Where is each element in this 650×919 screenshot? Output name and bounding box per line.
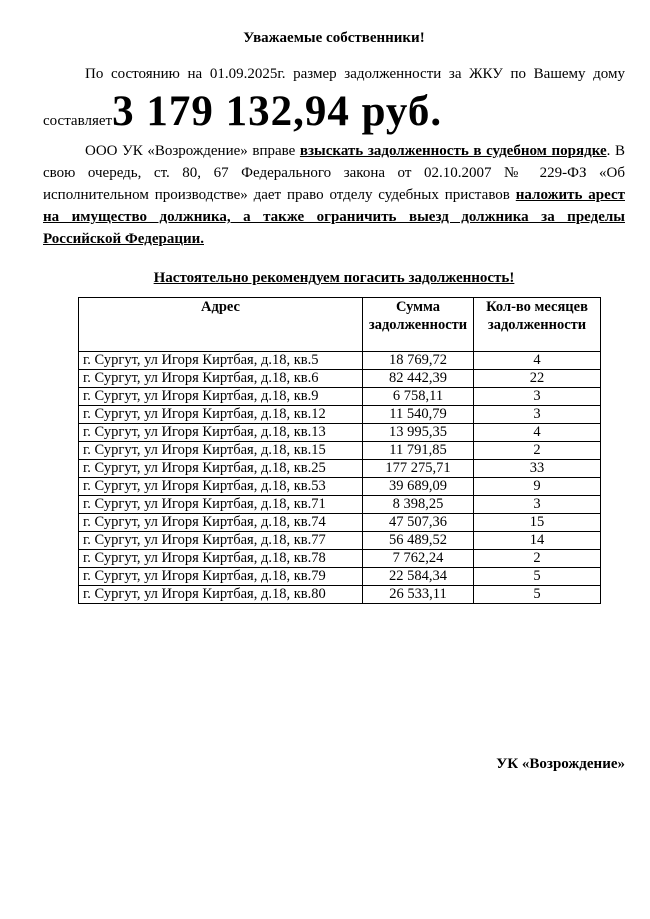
recommendation-heading: Настоятельно рекомендуем погасить задолженность!: [153, 270, 515, 286]
debt-months-cell: 2: [474, 442, 601, 460]
legal-paragraph: [43, 140, 625, 250]
address-cell: г. Сургут, ул Игоря Киртбая, д.18, кв.78: [79, 550, 363, 568]
table-row: [79, 496, 601, 514]
debt-months-cell: 5: [474, 586, 601, 604]
amount-prefix-label: составляет: [43, 113, 113, 129]
address-cell: г. Сургут, ул Игоря Киртбая, д.18, кв.80: [79, 586, 363, 604]
table-row: [79, 532, 601, 550]
address-cell: г. Сургут, ул Игоря Киртбая, д.18, кв.71: [79, 496, 363, 514]
legal-text-part1: ООО УК «Возрождение» вправе: [85, 143, 300, 159]
table-row: [79, 388, 601, 406]
debt-amount-cell: 18 769,72: [363, 352, 474, 370]
legal-emphasis-arrest: наложить арест на имущество должника, а также ограничить выезд должника за пределы Российской Федерации.: [43, 187, 625, 247]
table-row: [79, 406, 601, 424]
debt-table-body: [79, 352, 601, 604]
legal-text-part2: . В свою очередь, ст. 80, 67 Федерального закона от 02.10.2007 № 229-ФЗ «Об исполнительном производстве» дает право отделу судебных приставов: [43, 143, 626, 203]
address-cell: г. Сургут, ул Игоря Киртбая, д.18, кв.79: [79, 568, 363, 586]
header-row: [79, 298, 601, 352]
table-row: [79, 550, 601, 568]
debt-amount-line: [43, 87, 625, 136]
debt-months-cell: 22: [474, 370, 601, 388]
table-row: [79, 370, 601, 388]
debt-table-header: [79, 298, 601, 352]
debt-months-cell: 4: [474, 352, 601, 370]
debt-months-cell: 5: [474, 568, 601, 586]
address-cell: г. Сургут, ул Игоря Киртбая, д.18, кв.15: [79, 442, 363, 460]
document-title: Уважаемые собственники!: [243, 30, 425, 46]
debt-amount-cell: 11 791,85: [363, 442, 474, 460]
debt-amount-cell: 177 275,71: [363, 460, 474, 478]
address-cell: г. Сургут, ул Игоря Киртбая, д.18, кв.12: [79, 406, 363, 424]
address-cell: г. Сургут, ул Игоря Киртбая, д.18, кв.53: [79, 478, 363, 496]
debt-months-cell: 3: [474, 406, 601, 424]
address-cell: г. Сургут, ул Игоря Киртбая, д.18, кв.6: [79, 370, 363, 388]
debt-months-cell: 9: [474, 478, 601, 496]
debt-amount-cell: 39 689,09: [363, 478, 474, 496]
header-address: Адрес: [79, 298, 363, 352]
debt-amount-cell: 7 762,24: [363, 550, 474, 568]
debt-amount-cell: 22 584,34: [363, 568, 474, 586]
table-row: [79, 442, 601, 460]
table-row: [79, 586, 601, 604]
debt-amount-cell: 47 507,36: [363, 514, 474, 532]
header-debt-months: Кол-во месяцев задолженности: [474, 298, 601, 352]
address-cell: г. Сургут, ул Игоря Киртбая, д.18, кв.77: [79, 532, 363, 550]
debt-months-cell: 15: [474, 514, 601, 532]
debt-months-cell: 2: [474, 550, 601, 568]
legal-emphasis-court: взыскать задолженность в судебном порядке: [299, 143, 607, 159]
debt-amount-cell: 82 442,39: [363, 370, 474, 388]
debt-amount-cell: 6 758,11: [363, 388, 474, 406]
debt-months-cell: 14: [474, 532, 601, 550]
address-cell: г. Сургут, ул Игоря Киртбая, д.18, кв.74: [79, 514, 363, 532]
address-cell: г. Сургут, ул Игоря Киртбая, д.18, кв.13: [79, 424, 363, 442]
footer-signature: УК «Возрождение»: [496, 756, 625, 772]
table-row: [79, 460, 601, 478]
debt-amount-cell: 11 540,79: [363, 406, 474, 424]
debt-months-cell: 3: [474, 388, 601, 406]
debt-months-cell: 4: [474, 424, 601, 442]
table-row: [79, 478, 601, 496]
header-debt-sum: Сумма задолженности: [363, 298, 474, 352]
debt-amount-cell: 8 398,25: [363, 496, 474, 514]
debt-amount-cell: 26 533,11: [363, 586, 474, 604]
address-cell: г. Сургут, ул Игоря Киртбая, д.18, кв.5: [79, 352, 363, 370]
debt-amount-cell: 56 489,52: [363, 532, 474, 550]
table-row: [79, 352, 601, 370]
address-cell: г. Сургут, ул Игоря Киртбая, д.18, кв.25: [79, 460, 363, 478]
table-row: [79, 514, 601, 532]
intro-paragraph: По состоянию на 01.09.2025г. размер задолженности за ЖКУ по Вашему дому: [85, 66, 625, 82]
debt-table: [78, 297, 601, 604]
total-debt-amount: 3 179 132,94 руб.: [112, 88, 443, 135]
debt-months-cell: 33: [474, 460, 601, 478]
table-row: [79, 568, 601, 586]
address-cell: г. Сургут, ул Игоря Киртбая, д.18, кв.9: [79, 388, 363, 406]
debt-amount-cell: 13 995,35: [363, 424, 474, 442]
table-row: [79, 424, 601, 442]
debt-months-cell: 3: [474, 496, 601, 514]
